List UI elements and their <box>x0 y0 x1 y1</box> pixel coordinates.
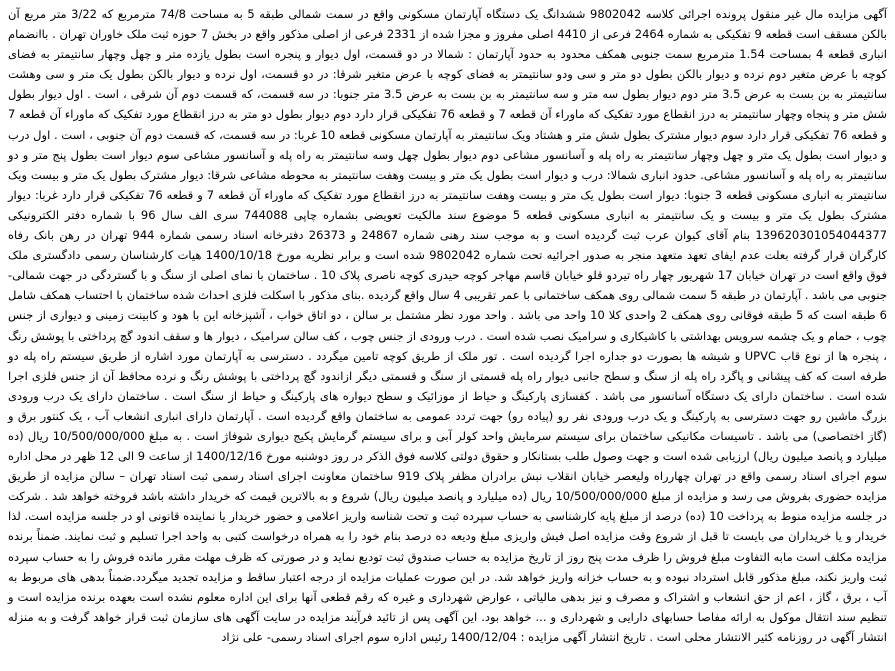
auction-notice-text: آگهی مزایده مال غیر منقول پرونده اجرائی کلاسه 9802042 ششدانگ یک دستگاه آپارتمان مسکونی واقع در سمت شمالی طبقه 5 به مساحت 74/8 مترمربع که 3/22 متر مربع آن بالکن مسقف است قطعه 9 تفکیکی به شماره 2464 فرعی از 4410 اصلی مفروز و مجزا شده از 2331 فرعی از اصلی مذکور واقع در بخش 7 حوزه ثبت ملک خاوران تهران . باانضمام انباری قطعه 4 بمساحت 1.54 مترمربع سمت جنوبی همکف محدود به حدود آپارتمان : شمالا در دو قسمت، اول دیوار و پنجره است بطول یازده متر و چهل وچهار سانتیمتر به فضای کوچه با عرض متغیر دوم نرده و دیوار بالکن بطول دو متر و سی ودو سانتیمتر به فضای کوچه با عرض متغیر شرقا: در دو قسمت، اول نرده و دیوار بالکن بطول یک متر و سی وهشت سانتیمتر به بن بست به عرض 3.5 متر دوم دیوار بطول سه متر و سه سانتیمتر به بن بست به عرض 3.5 متر جنوبا: در سه قسمت، که قسمت دوم آن شرقی ، است . اول دیوار بطول شش متر و پنجاه وچهار سانتیمتر به درز انقطاع مورد تفکیک که ماوراء آن قطعه 7 و قطعه 76 تفکیکی قرار دارد دوم دیوار بطول دو متر به درز انقطاع مورد تفکیک که ماوراء آن قطعه 7 و قطعه 76 تفکیکی قرار دارد سوم دیوار مشترک بطول شش متر و هشتاد ویک سانتیمتر به آپارتمان مسکونی قطعه 10 غربا: در سه قسمت، که قسمت دوم آن جنوبی ، است . اول درب و دیوار است بطول یک متر و چهل وچهار سانتیمتر به راه پله و آسانسور مشاعی دوم دیوار بطول چهل وسه سانتیمتر به راه پله و آسانسور مشاعی سوم دیوار است بطول پنج متر و دو سانتیمتر به راه پله و آسانسور مشاعی. حدود انباری شمالا: درب و دیوار است بطول یک متر و بیست وهفت سانتیمتر به محوطه مشاعی شرقا: دیوار مشترک بطول یک متر و بیست ویک سانتیمتر به انباری مسکونی قطعه 3 جنوبا: دیوار است بطول یک متر و بیست وهفت سانتیمتر به درز انقطاع مورد تفکیک که ماوراء آن قطعه 7 و قطعه 76 تفکیکی قرار دارد غربا: دیوار مشترک بطول یک متر و بیست و یک سانتیمتر به انباری مسکونی قطعه 5 موضوع سند مالکیت تعویضی بشماره چاپی 744088 سری الف سال 96 با شماره دفتر الکترونیکی 139620301054044377 بنام آقای کیوان عرب ثبت گردیده است و به موجب سند رهنی شماره 24867 و 26373 دفترخانه اسناد رسمی شماره 944 تهران در رهن بانک رفاه کارگران قرار گرفته بعلت عدم ایفای تعهد متعهد منجر به صدور اجرائیه تحت شماره 9802042 شده است و برابر نظریه مورخ 1400/10/18 هیات کارشناسان رسمی دادگستری ملک فوق واقع است در تهران خیابان 17 شهریور چهار راه تیردو قلو خیابان قاسم مهاجر کوچه حیدری کوچه ناصری پلاک 10 . ساختمان با نمای اصلی از سنگ و با گستردگی در جهت شمالی-جنوبی می باشد . آپارتمان در طبقه 5 سمت شمالی روی همکف ساختمانی با عمر تقریبی 4 سال واقع گردیده .بنای مذکور با اسکلت فلزی احداث شده ساختمان با احتساب همکف شامل 6 طبقه است که 5 طبقه فوقانی روی همکف 2 واحدی کلا 10 واحد می باشد . واحد مورد نظر مشتمل بر سالن ، دو اتاق خواب ، آشپزخانه این با هود و کابینت زمینی و دیواری از جنس چوب ، حمام و یک چشمه سرویس بهداشتی با کاشیکاری و سرامیک نصب شده است . درب ورودی از جنس چوب ، کف سالن سرامیک ، دیوار ها و سقف اندود گچ پرداختی با پوشش رنگ ، پنجره ها از نوع قاب UPVC و شیشه ها بصورت دو جداره اجرا گردیده است . تور ملک از طریق کوچه تامین میگردد . دسترسی به آپارتمان مورد اشاره از طریق سیستم راه پله دو طرفه است که کف پیشانی و پاگرد راه پله از سنگ و سطح جانبی دیوار راه پله قسمتی از سنگ و قسمتی دیگر ازاندود گچ پرداختی با پوشش رنگ و نرده محافظ آن از جنس فلزی اجرا شده است . ساختمان دارای یک دستگاه آسانسور می باشد . کفسازی پارکینگ و حیاط از موزائیک و سطح دیواره های پارکینگ و حیاط از سنگ است . ساختمان دارای یک درب ورودی بزرگ ماشین رو جهت دسترسی به پارکینگ و یک درب ورودی نفر رو (پیاده رو) جهت تردد عمومی به ساختمان واقع گردیده است . آپارتمان دارای انباری انشعاب آب ، یک کنتور برق و (گاز اختصاصی) می باشد . تاسیسات مکانیکی ساختمان برای سیستم سرمایش واحد کولر آبی و برای سیستم گرمایش پکیج دیواری شوفاژ است . به مبلغ 10/500/000/000 ریال (ده میلیارد و پانصد میلیون ریال) ارزیابی شده است و جهت وصول طلب بستانکار و حقوق دولتی کلاسه فوق الذکر در روز دوشنبه مورخ 1400/12/16 از ساعت 9 الی 12 ظهر در محل اداره سوم اجرای اسناد رسمی واقع در تهران چهارراه ولیعصر خیابان انقلاب نبش برادران مظفر پلاک 919 ساختمان معاونت اجرای اسناد رسمی ثبت اسناد تهران – سالن مزایده از طریق مزایده حضوری بفروش می رسد و مزایده از مبلغ 10/500/000/000 ریال (ده میلیارد و پانصد میلیون ریال) شروع و به بالاترین قیمت که خریدار داشته باشد فروخته خواهد شد . شرکت در جلسه مزایده منوط به پرداخت 10 (ده) درصد از مبلغ پایه کارشناسی به حساب سپرده ثبت و تحت شناسه واریز اعلامی و حضور خریدار یا نماینده قانونی او در جلسه مزایده است. لذا خریدار و یا خریداران می بایست تا قبل از شروع وقت مزایده اصل فیش واریزی مبلغ ودیعه ده درصد بنام خود را به همراه درخواست کتبی به واحد اجرا تسلیم و ثبت نمایند. ضمناً برنده مزایده مکلف است مابه التفاوت مبلغ فروش را ظرف مدت پنج روز از تاریخ مزایده به حساب صندوق ثبت توديع نمايد و در صورتی که ظرف مهلت مقرر مانده فروش را به حساب سپرده ثبت واریز نکند، مبلغ مذکور قابل استرداد نبوده و به حساب خزانه واریز خواهد شد. در این صورت عملیات مزایده از درجه اعتبار ساقط و مزایده تجدید میگردد.ضمناً بدهی های مربوط به آب ، برق ، گاز ، اعم از حق انشعاب و اشتراک و مصرف و نیز بدهی مالیاتی ، عوارض شهرداری و غیره که رقم قطعی آنها برای این اداره معلوم نشده است بعهده برنده مزایده است و تنظیم سند انتقال موکول به ارائه مفاصا حسابهای دارایی و شهرداری و ... خواهد بود. این آگهی پس از تائید فرآیند مزایده در سایت آگهی های سازمان ثبت قرار خواهد گرفت و به منزله انتشار آگهی در روزنامه کثیر الانتشار محلی است . تاریخ انتشار آگهی مزایده : 1400/12/04 رئیس اداره سوم اجرای اسناد رسمی- علی نژاد <box>8 7 888 644</box>
